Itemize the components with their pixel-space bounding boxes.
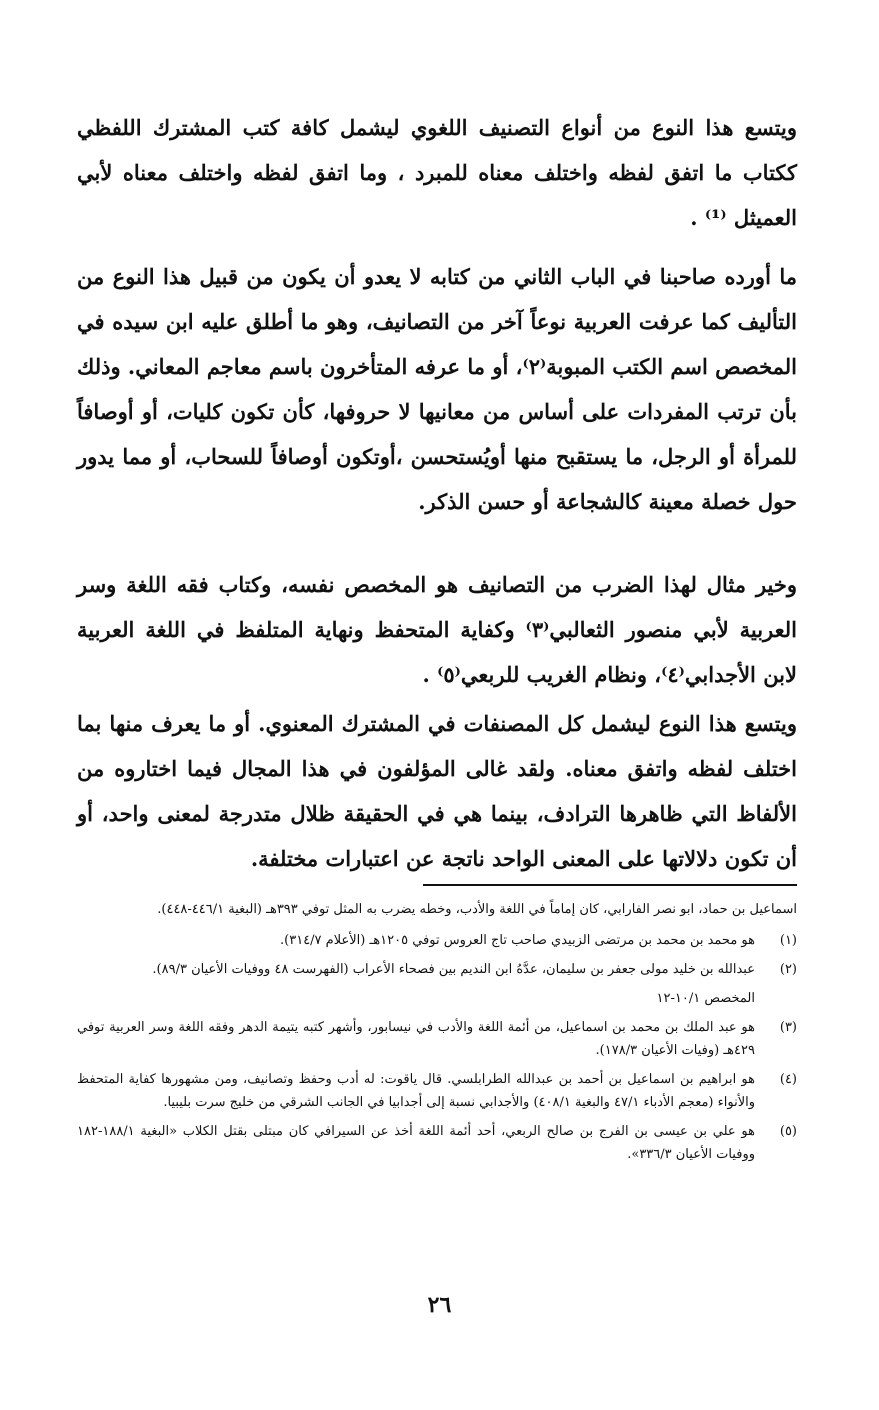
footnote-number: (١): [779, 933, 797, 948]
footnote: [77, 1016, 797, 1062]
footnote-number: (٢): [779, 962, 797, 977]
footnote-separator: [423, 884, 797, 886]
main-text: [77, 105, 797, 881]
footnote-text: المخصص ١٠/١-١٢: [656, 991, 755, 1006]
footnote-text: عبدالله بن خليد مولى جعفر بن سليمان، عدَّهُ ابن النديم بين فصحاء الأعراب (الفهرست ٤٨ ووفيات الأعيان ٨٩/٣).: [152, 962, 755, 977]
footnote: [77, 958, 797, 981]
footnotes: [77, 898, 797, 1172]
paragraph: ما أورده صاحبنا في الباب الثاني من كتابه لا يعدو أن يكون من قبيل هذا النوع من التأليف كما عرفت العربية نوعاً آخر من التصانيف، وهو ما أطلق عليه ابن سيده في المخصص اسم الكتب المبوبة⁽٢⁾، أو ما عرفه المتأخرون باسم معاجم المعاني. وذلك بأن ترتب المفردات على أساس من معانيها لا حروفها، كأن تكون كليات، أو أوصافاً للمرأة أو الرجل، ما يستقبح منها أويُستحسن ،أوتكون أوصافاً للسحاب، أو مما يدور حول خصلة معينة كالشجاعة أو حسن الذكر.: [77, 264, 797, 514]
footnote-text: هو ابراهيم بن اسماعيل بن أحمد بن عبدالله الطرابلسي. قال ياقوت: له أدب وحفظ وتصانيف، ومن مشهورها كفاية المتحفظ والأنواء (معجم الأدباء ٤٧/١ والبغية ٤٠٨/١) والأجدابي نسبة إلى أجدابيا في الجانب الشرقي من خليج سرت بليبيا.: [77, 1072, 755, 1110]
paragraph: ويتسع هذا النوع ليشمل كل المصنفات في المشترك المعنوي. أو ما يعرف منها بما اختلف لفظه واتفق معناه. ولقد غالى المؤلفون في هذا المجال فيما اختاروه من الألفاظ التي ظاهرها الترادف، بينما هي في الحقيقة ظلال متدرجة لمعنى واحد، أو أن تكون دلالاتها على المعنى الواحد ناتجة عن اعتبارات مختلفة.: [77, 711, 797, 871]
footnote-continuation: [77, 898, 797, 921]
footnote: [77, 987, 797, 1010]
footnote: [77, 1068, 797, 1114]
paragraph: ويتسع هذا النوع من أنواع التصنيف اللغوي ليشمل كافة كتب المشترك اللفظي ككتاب ما اتفق لفظه واختلف معناه للمبرد ، وما اتفق لفظه واختلف معناه لأبي العميثل ⁽¹⁾ .: [77, 115, 797, 230]
footnote-text: هو محمد بن محمد بن مرتضى الزبيدي صاحب تاج العروس توفي ١٢٠٥هـ (الأعلام ٣١٤/٧).: [280, 933, 755, 948]
page-number: ٢٦: [427, 1292, 452, 1318]
footnote-text: اسماعيل بن حماد، ابو نصر الفارابي، كان إماماً في اللغة والأدب، وخطه يضرب به المثل توفي ٣٩٣هـ (البغية ٤٤٦/١-٤٤٨).: [157, 902, 797, 917]
footnote: [77, 929, 797, 952]
footnote-number: (٥): [779, 1124, 797, 1139]
footnote: [77, 1120, 797, 1166]
footnote-text: هو علي بن عيسى بن الفرج بن صالح الربعي، أحد أئمة اللغة أخذ عن السيرافي كان مبتلى بقتل الكلاب «البغية ١٨٨/١-١٨٢ ووفيات الأعيان ٣٣٦/٣».: [77, 1124, 755, 1162]
footnote-number: (٤): [779, 1072, 797, 1087]
footnote-number: (٣): [779, 1020, 797, 1035]
footnote-text: هو عبد الملك بن محمد بن اسماعيل، من أئمة اللغة والأدب في نيسابور، وأشهر كتبه يتيمة الدهر وفقه اللغة وسر العربية توفي ٤٢٩هـ (وفيات الأعيان ١٧٨/٣).: [77, 1020, 755, 1058]
paragraph: وخير مثال لهذا الضرب من التصانيف هو المخصص نفسه، وكتاب فقه اللغة وسر العربية لأبي منصور الثعالبي⁽٣⁾ وكفاية المتحفظ ونهاية المتلفظ في اللغة العربية لابن الأجدابي⁽٤⁾، ونظام الغريب للربعي⁽٥⁾ .: [77, 572, 798, 687]
